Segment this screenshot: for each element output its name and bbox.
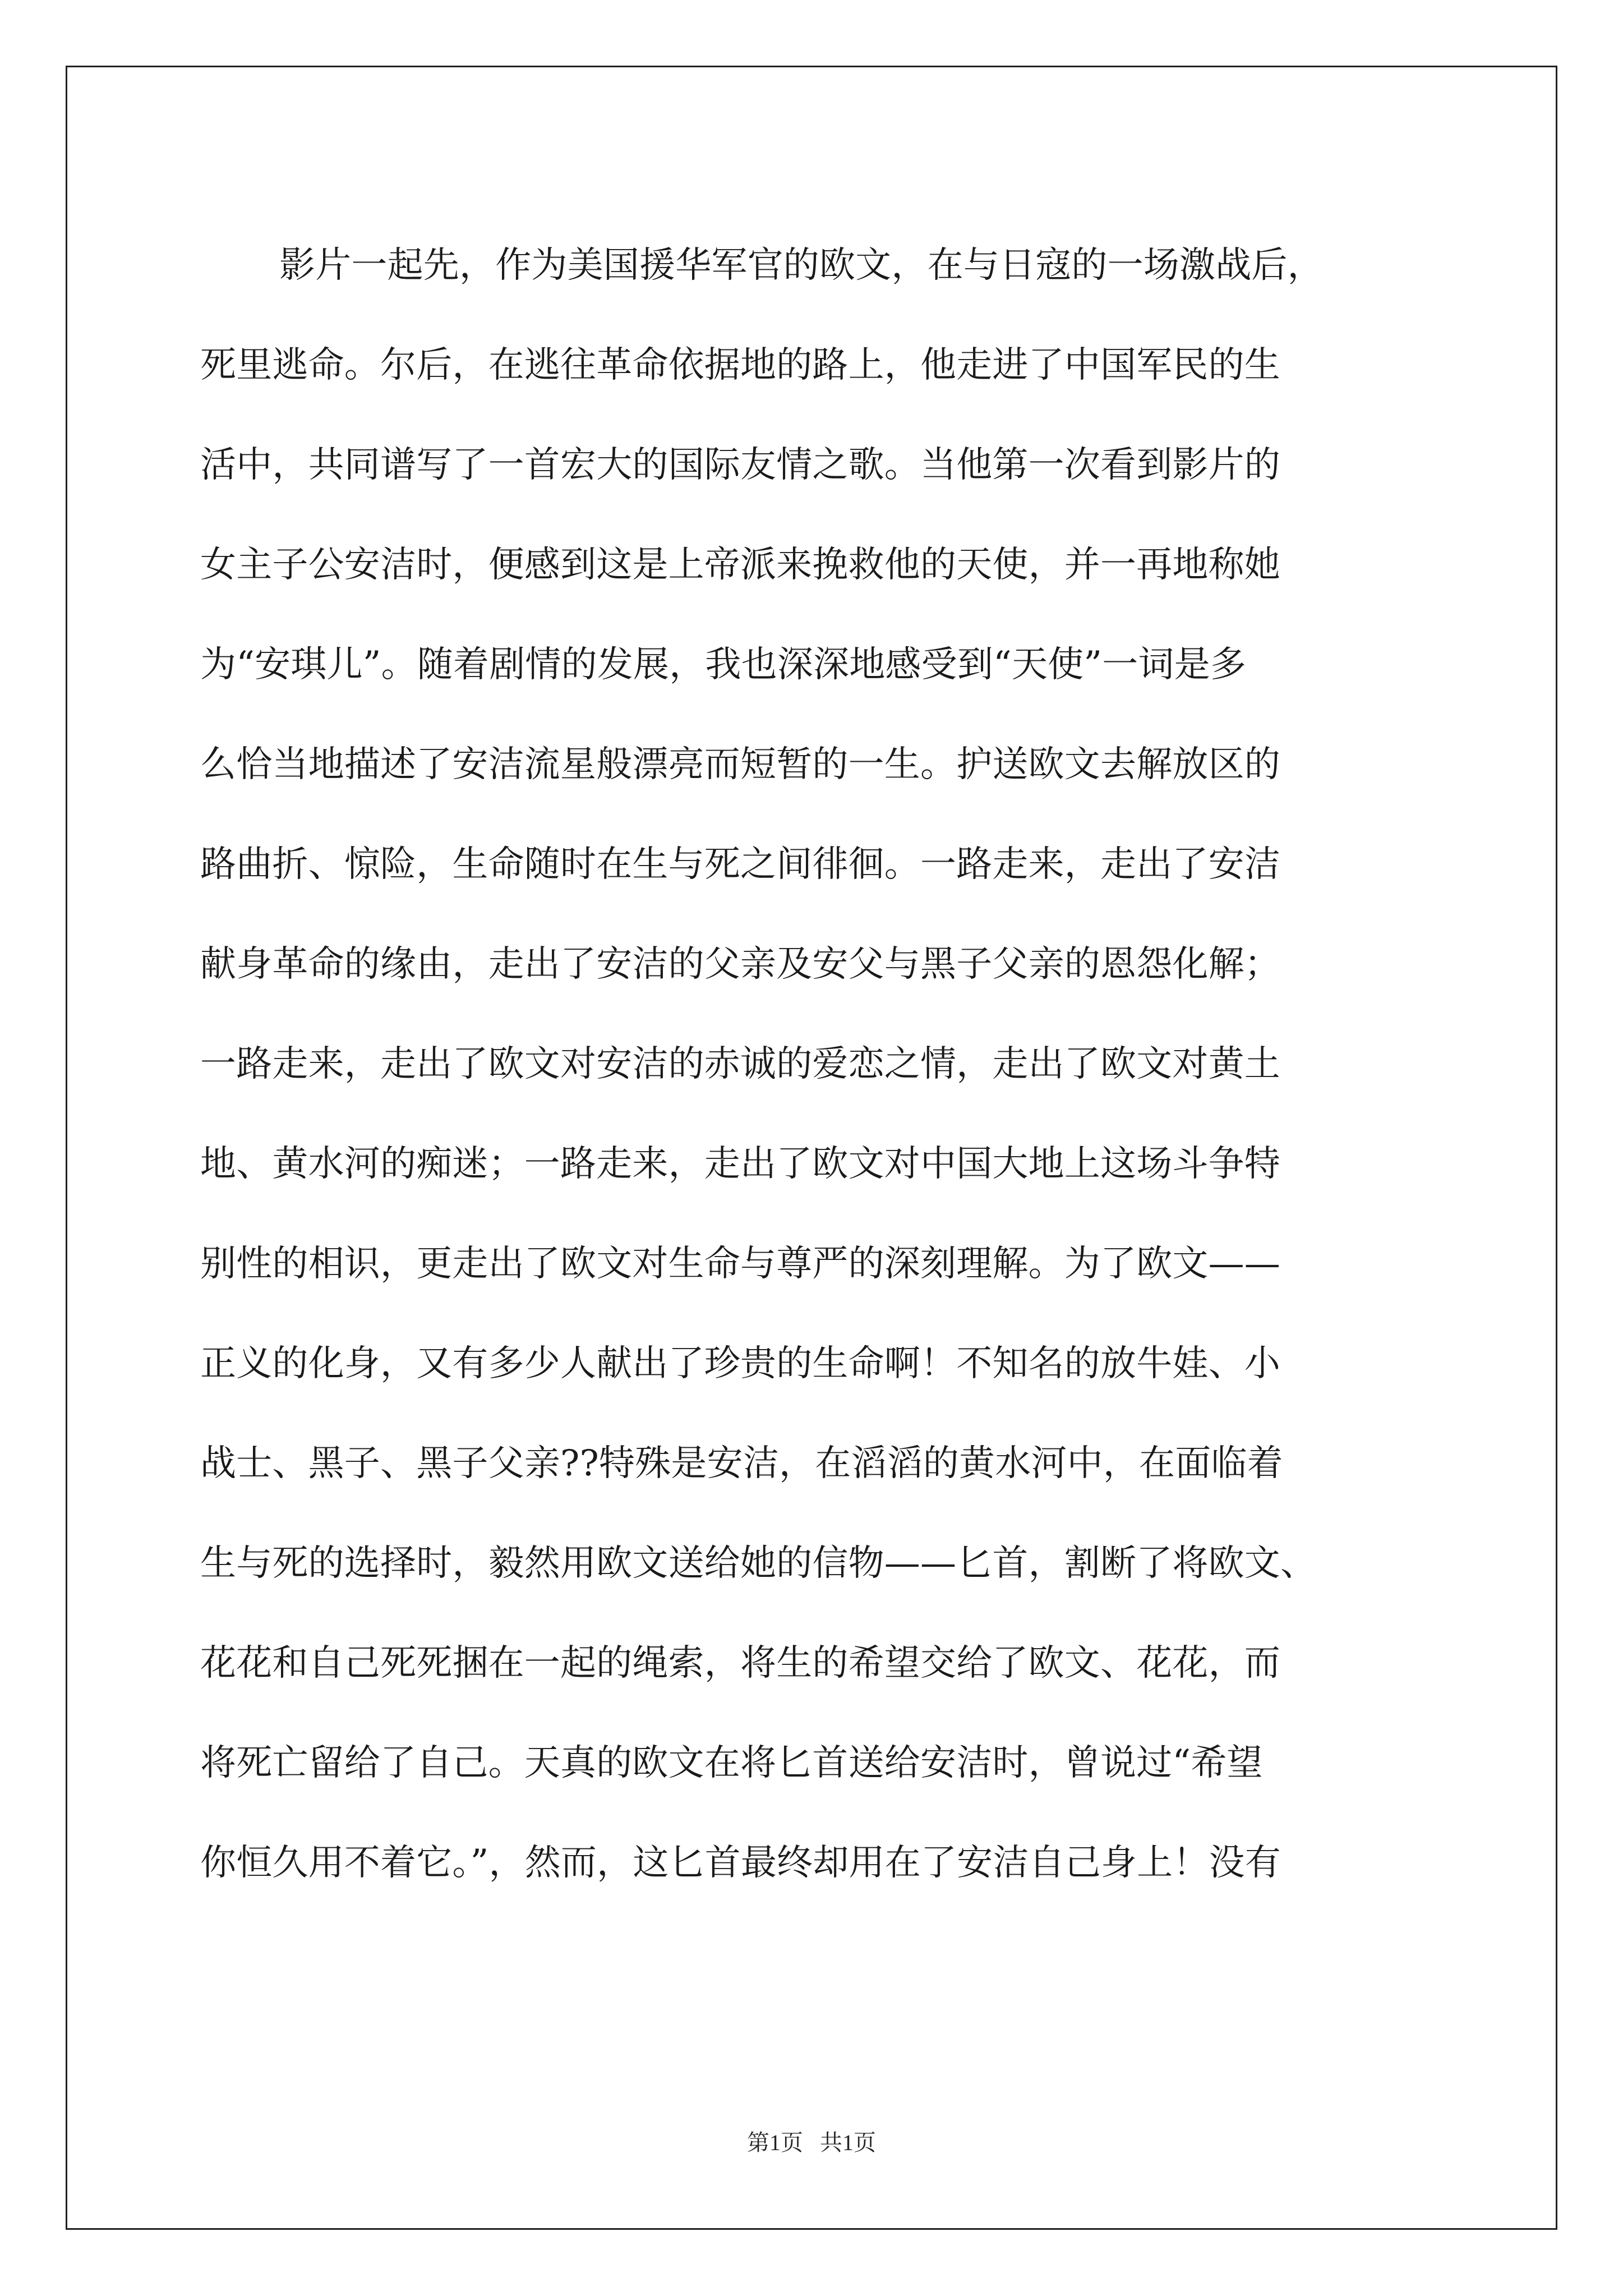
text-line: 生与死的选择时，毅然用欧文送给她的信物——匕首，割断了将欧文、 xyxy=(200,1543,1317,1584)
text-line: 地、黄水河的痴迷；一路走来，走出了欧文对中国大地上这场斗争特 xyxy=(200,1143,1280,1185)
text-line: 么恰当地描述了安洁流星般漂亮而短暂的一生。护送欧文去解放区的 xyxy=(200,744,1280,785)
page-number-footer: 第1页 共1页 xyxy=(747,2130,876,2155)
text-line: 活中，共同谱写了一首宏大的国际友情之歌。当他第一次看到影片的 xyxy=(200,444,1280,486)
text-line: 路曲折、惊险，生命随时在生与死之间徘徊。一路走来，走出了安洁 xyxy=(200,844,1280,885)
text-line: 死里逃命。尔后，在逃往革命依据地的路上，他走进了中国军民的生 xyxy=(200,344,1280,386)
text-line: 别性的相识，更走出了欧文对生命与尊严的深刻理解。为了欧文—— xyxy=(200,1243,1280,1285)
text-line: 正义的化身，又有多少人献出了珍贵的生命啊！不知名的放牛娃、小 xyxy=(200,1343,1280,1384)
text-line: 花花和自己死死捆在一起的绳索，将生的希望交给了欧文、花花，而 xyxy=(200,1642,1280,1684)
text-line: 战士、黑子、黑子父亲??特殊是安洁，在滔滔的黄水河中，在面临着 xyxy=(200,1443,1283,1484)
text-line: 你恒久用不着它。”，然而，这匕首最终却用在了安洁自己身上！没有 xyxy=(200,1842,1281,1884)
text-line: 女主子公安洁时，便感到这是上帝派来挽救他的天使，并一再地称她 xyxy=(200,544,1280,586)
text-line: 将死亡留给了自己。天真的欧文在将匕首送给安洁时，曾说过“希望 xyxy=(200,1742,1263,1784)
body-paragraph xyxy=(200,215,1423,1913)
text-line: 献身革命的缘由，走出了安洁的父亲及安父与黑子父亲的恩怨化解； xyxy=(200,944,1280,985)
text-line: 为“安琪儿”。随着剧情的发展，我也深深地感受到“天使”一词是多 xyxy=(200,644,1247,685)
text-line: 影片一起先，作为美国援华军官的欧文，在与日寇的一场激战后， xyxy=(279,245,1324,286)
text-line: 一路走来，走出了欧文对安洁的赤诚的爱恋之情，走出了欧文对黄土 xyxy=(200,1043,1280,1085)
